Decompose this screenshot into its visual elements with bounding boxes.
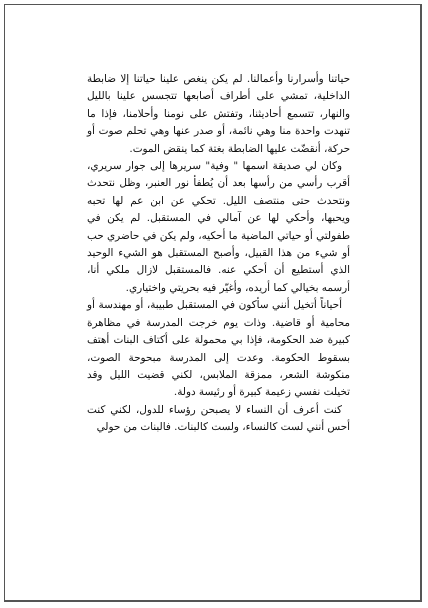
paragraph-2: وكان لي صديقة اسمها " وفية" سريرها إلى جوار سريري، أقرب رأسي من رأسها بعد أن يُطفأ نور العنبر، وظل نتحدث ونتحدث حتى منتصف الليل. تحكي عن ابن عم لها تحبه ويحبها، وأحكي لها عن آمالي في المستقبل. لم يكن في طفولتي أو حياتي الماضية ما أحكيه، ولم يكن في حاضري حب أو شيء من هذا القبيل، وأصبح المستقبل هو الشيء الوحيد الذي أستطيع أن أحكي عنه. فالمستقبل لازال ملكي أنا، أرسمه بخيالي كما أريده، وأغيّر فيه بحريتي واختياري. bbox=[87, 160, 350, 294]
paragraph-4: كنت أعرف أن النساء لا يصبحن رؤساء للدول، لكني كنت أحس أنني لست كالنساء، ولست كالبنات. فالبنات من حولي bbox=[87, 403, 350, 434]
paragraph-1: حياتنا وأسرارنا وأعمالنا. لم يكن ينغص علينا حياتنا إلا ضابطة الداخلية، تمشي على أطراف أصابعها تتجسس علينا بالليل والنهار، تتسمع أحاديثنا، وتفتش على نومنا وأحلامنا، فإذا ما تنهدت واحدة منا وهي نائمة، أو صدر عنها وهي تحلم صوت أو حركة، أنقضّت عليها الضابطة بغتة كما ينقض الموت. bbox=[87, 73, 350, 155]
page-text-body bbox=[87, 71, 350, 437]
book-page bbox=[4, 4, 422, 602]
paragraph-3: أحياناً أتخيل أنني سأكون في المستقبل طبيبة، أو مهندسة أو محامية أو قاضية. وذات يوم خرجت المدرسة في مظاهرة كبيرة ضد الحكومة، فإذا بي محمولة على أكتاف البنات أهتف بسقوط الحكومة. وعدت إلى المدرسة مبحوحة الصوت، منكوشة الشعر، ممزقة الملابس، لكني قضيت الليل وقد تخيلت نفسي زعيمة كبيرة أو رئيسة دولة. bbox=[87, 299, 350, 399]
